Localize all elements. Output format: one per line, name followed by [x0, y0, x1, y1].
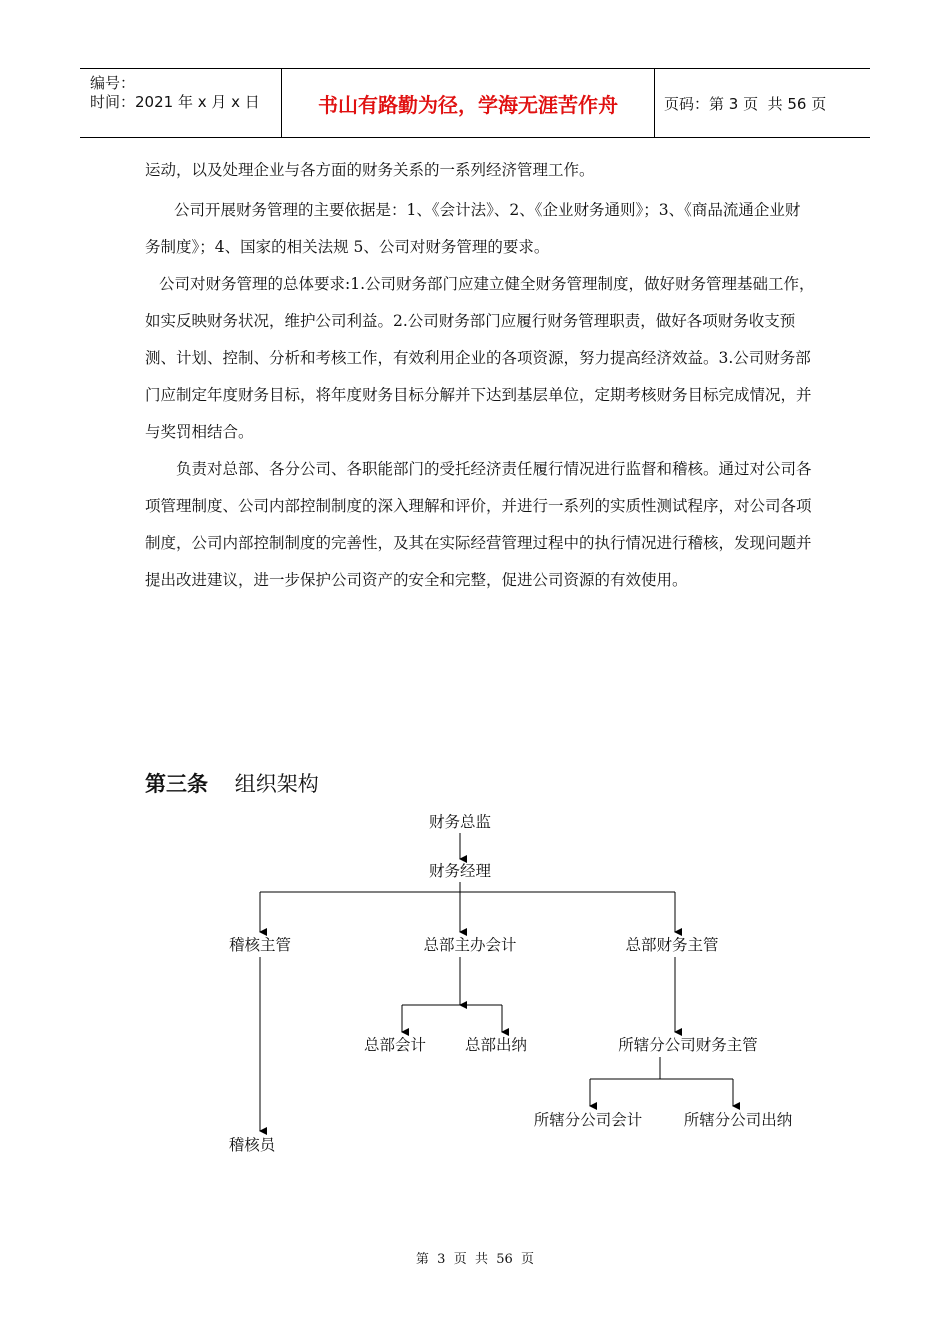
paragraph-2-text: 公司开展财务管理的主要依据是：1、《会计法》、2、《企业财务通则》；3、《商品流通企业财务制度》；4、国家的相关法规 5、公司对财务管理的要求。	[145, 201, 801, 256]
time-label: 时间：2021 年 x 月 x 日	[90, 93, 260, 111]
node-branch-finance-supervisor: 所辖分公司财务主管	[618, 1036, 758, 1054]
section-name: 组织架构	[234, 772, 319, 796]
node-hq-accountant: 总部会计	[363, 1036, 427, 1054]
node-cfo: 财务总监	[428, 813, 492, 831]
header-motto: 书山有路勤为径，学海无涯苦作舟	[281, 69, 655, 137]
header-page-info: 页码：第 3 页 共 56 页	[664, 94, 827, 113]
node-auditor: 稽核员	[228, 1136, 276, 1154]
node-branch-accountant: 所辖分公司会计	[533, 1111, 643, 1129]
node-hq-finance-supervisor: 总部财务主管	[625, 936, 719, 954]
paragraph-3-text: 公司对财务管理的总体要求:1.公司财务部门应建立健全财务管理制度，做好财务管理基础工作，如实反映财务状况，维护公司利益。2.公司财务部门应履行财务管理职责，做好各项财务收支预测、计划、控制、分析和考核工作，有效利用企业的各项资源，努力提高经济效益。3.公司财务部门应制定年度财务目标，将年度财务目标分解并下达到基层单位，定期考核财务目标完成情况，并与奖罚相结合。	[145, 275, 815, 441]
paragraph-1-text: 运动，以及处理企业与各方面的财务关系的一系列经济管理工作。	[145, 161, 595, 179]
paragraph-4-text: 负责对总部、各分公司、各职能部门的受托经济责任履行情况进行监督和稽核。通过对公司各项管理制度、公司内部控制制度的深入理解和评价，并进行一系列的实质性测试程序，对公司各项制度，公司内部控制制度的完善性，及其在实际经营管理过程中的执行情况进行稽核，发现问题并提出改进建议，进一步保护公司资产的安全和完整，促进公司资源的有效使用。	[145, 460, 812, 589]
node-hq-cashier: 总部出纳	[464, 1036, 528, 1054]
node-hq-chief-accountant: 总部主办会计	[423, 936, 517, 954]
section-number: 第三条	[145, 772, 208, 796]
number-label: 编号：	[90, 74, 136, 92]
node-audit-supervisor: 稽核主管	[228, 936, 292, 954]
page-footer: 第 3 页 共 56 页	[415, 1252, 535, 1267]
node-finance-manager: 财务经理	[428, 862, 492, 880]
node-branch-cashier: 所辖分公司出纳	[683, 1111, 793, 1129]
